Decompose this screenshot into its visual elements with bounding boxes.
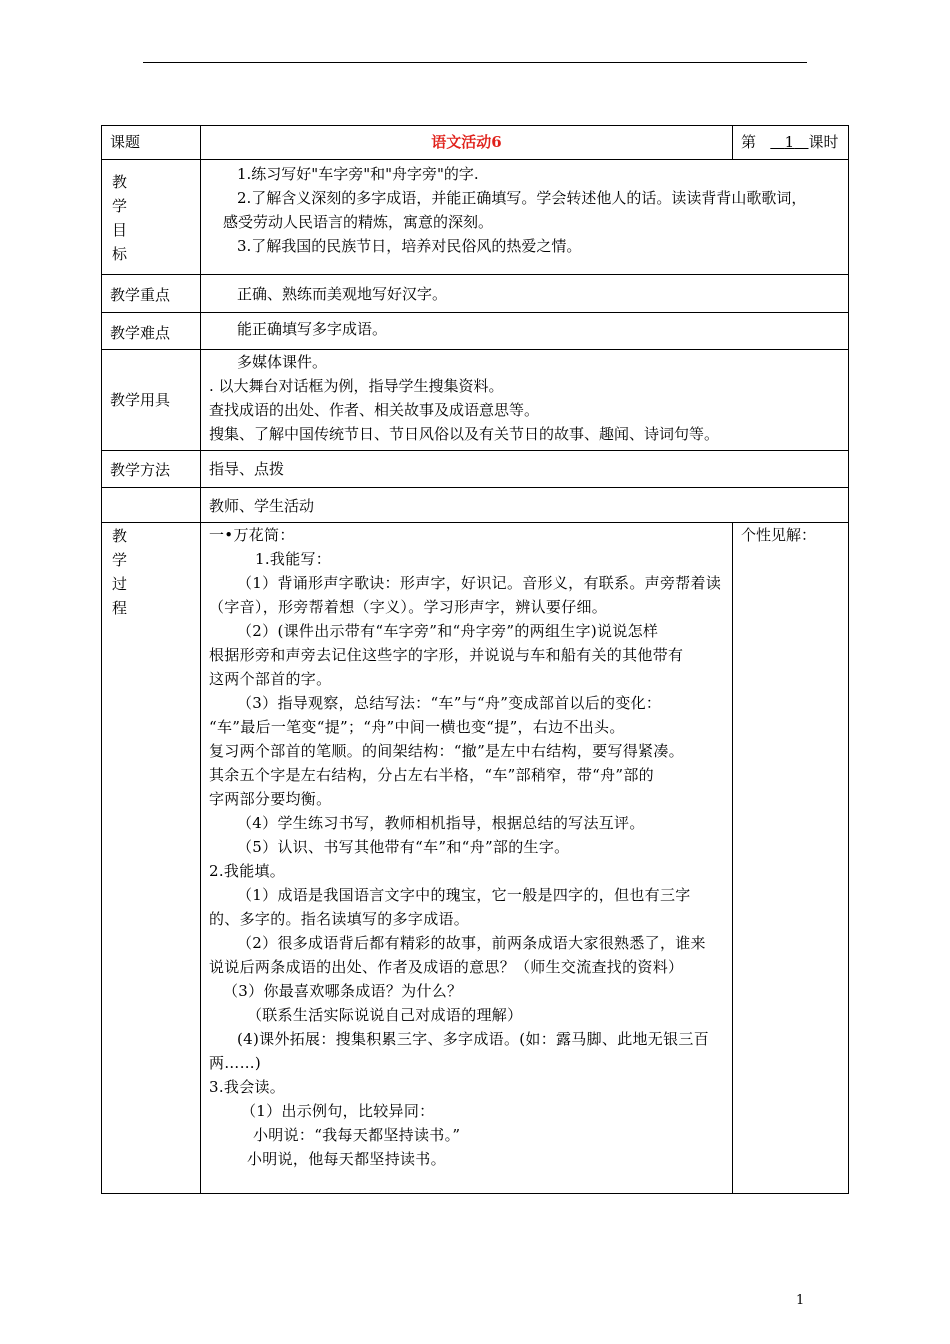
process-line: （4）学生练习书写，教师相机指导，根据总结的写法互评。 [237, 814, 645, 832]
process-line: （联系生活实际说说自己对成语的理解） [247, 1006, 523, 1024]
topic-label: 课题 [102, 126, 201, 160]
personal-notes: 个性见解： [733, 523, 849, 1194]
process-line: 说说后两条成语的出处、作者及成语的意思？（师生交流查找的资料） [209, 958, 684, 976]
header-rule [143, 62, 807, 63]
process-line: 1.我能写： [255, 550, 332, 568]
process-line: 其余五个字是左右结构，分占左右半格，“车”部稍窄，带“舟”部的 [209, 766, 654, 784]
process-line: 小明说：“我每天都坚持读书。” [253, 1126, 461, 1144]
period-prefix: 第 [741, 133, 757, 151]
activity-empty-cell [102, 488, 201, 523]
tools-line: 搜集、了解中国传统节日、节日风俗以及有关节日的故事、趣闻、诗词句等。 [209, 425, 720, 443]
page-number: 1 [796, 1293, 805, 1308]
period-suffix: 课时 [808, 133, 839, 151]
process-line: （1）出示例句，比较异同： [241, 1102, 435, 1120]
process-line: （3）你最喜欢哪条成语？为什么？ [223, 982, 463, 1000]
tools-content [201, 350, 849, 451]
goal-line: 感受劳动人民语言的精炼，寓意的深刻。 [223, 213, 494, 231]
process-line: 3.我会读。 [209, 1078, 286, 1096]
method-label: 教学方法 [102, 451, 201, 488]
row-focus [102, 275, 849, 313]
process-line: （字音），形旁帮着想（字义）。学习形声字，辨认要仔细。 [209, 598, 608, 616]
process-line: “车”最后一笔变“提”；“舟”中间一横也变“提”，右边不出头。 [209, 718, 625, 736]
activity-header: 教师、学生活动 [201, 488, 849, 523]
tools-line: . 以大舞台对话框为例，指导学生搜集资料。 [209, 377, 504, 395]
row-goals [102, 160, 849, 275]
process-line: （5）认识、书写其他带有“车”和“舟”部的生字。 [237, 838, 570, 856]
process-line: 复习两个部首的笔顺。的间架结构：“撤”是左中右结构，要写得紧凑。 [209, 742, 684, 760]
lesson-title: 语文活动6 [201, 126, 733, 160]
process-line: (4)课外拓展：搜集积累三字、多字成语。(如：露马脚、此地无银三百 [237, 1030, 710, 1048]
difficulty-content: 能正确填写多字成语。 [201, 313, 849, 350]
process-line: 根据形旁和声旁去记住这些字的字形，并说说与车和船有关的其他带有 [209, 646, 684, 664]
goal-line: 3.了解我国的民族节日，培养对民俗风的热爱之情。 [237, 237, 582, 255]
difficulty-label: 教学难点 [102, 313, 201, 350]
row-difficulty [102, 313, 849, 350]
process-label: 教 学 过 程 [102, 523, 201, 1194]
process-line: 的、多字的。指名读填写的多字成语。 [209, 910, 470, 928]
process-line: （2）(课件出示带有“车字旁”和“舟字旁”的两组生字)说说怎样 [237, 622, 659, 640]
process-line: 这两个部首的字。 [209, 670, 332, 688]
process-line: 两……) [209, 1054, 262, 1072]
focus-label: 教学重点 [102, 275, 201, 313]
process-line: 一•万花筒： [209, 526, 295, 544]
process-line: 2.我能填。 [209, 862, 286, 880]
tools-line: 多媒体课件。 [237, 353, 328, 371]
goals-content [201, 160, 849, 275]
row-process [102, 523, 849, 1194]
lesson-period [733, 126, 849, 160]
lesson-plan-table [101, 125, 849, 1194]
goals-label: 教 学 目 标 [102, 160, 201, 275]
goal-line: 2.了解含义深刻的多字成语，并能正确填写。学会转述他人的话。读读背背山歌歌词， [237, 189, 807, 207]
focus-content: 正确、熟练而美观地写好汉字。 [201, 275, 849, 313]
row-topic [102, 126, 849, 160]
period-number: 1 [784, 133, 795, 151]
tools-label: 教学用具 [102, 350, 201, 451]
tools-line: 查找成语的出处、作者、相关故事及成语意思等。 [209, 401, 540, 419]
process-line: 小明说，他每天都坚持读书。 [247, 1150, 446, 1168]
row-activity-header [102, 488, 849, 523]
process-line: 字两部分要均衡。 [209, 790, 332, 808]
row-tools [102, 350, 849, 451]
goal-line: 1.练习写好"车字旁"和"舟字旁"的字. [237, 165, 479, 183]
process-content [201, 523, 733, 1194]
process-line: （1）背诵形声字歌诀：形声字，好识记。音形义，有联系。声旁帮着读 [237, 574, 722, 592]
process-line: （1）成语是我国语言文字中的瑰宝，它一般是四字的，但也有三字 [237, 886, 691, 904]
method-content: 指导、点拨 [201, 451, 849, 488]
process-line: （2）很多成语背后都有精彩的故事，前两条成语大家很熟悉了，谁来 [237, 934, 706, 952]
row-method [102, 451, 849, 488]
process-line: （3）指导观察，总结写法：“车”与“舟”变成部首以后的变化： [237, 694, 662, 712]
